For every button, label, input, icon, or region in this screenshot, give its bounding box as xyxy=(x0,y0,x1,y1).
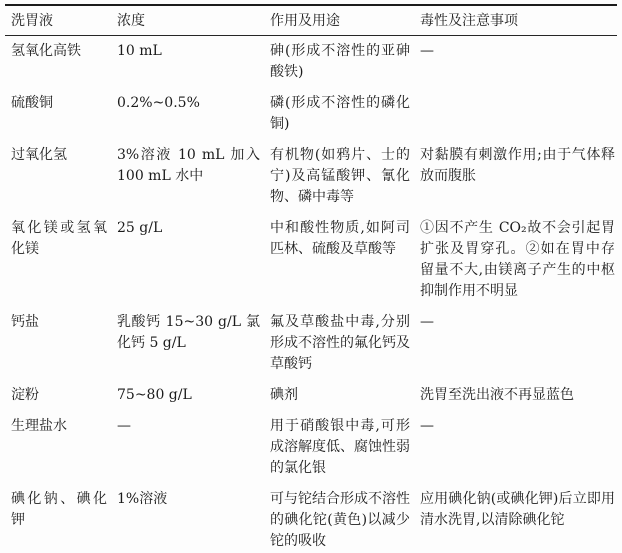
table-cell: 氢氧化高铁 xyxy=(11,43,81,59)
table-cell: 3%溶液 10 mL 加入 100 mL 水中 xyxy=(117,147,260,184)
table-cell: 对黏膜有刺激作用;由于气体释放而腹胀 xyxy=(420,147,615,184)
table-cell: 0.2%~0.5% xyxy=(117,95,200,111)
table-cell: 洗胃至洗出液不再显蓝色 xyxy=(420,387,574,403)
table-cell: 应用碘化钠(或碘化钾)后立即用清水洗胃,以清除碘化铊 xyxy=(420,491,615,528)
table-cell: 氧化镁或氢氧化镁 xyxy=(11,220,107,257)
table-row xyxy=(5,307,617,380)
table-cell: 硫酸铜 xyxy=(11,95,53,111)
table-row xyxy=(5,140,617,213)
table-cell: — xyxy=(420,314,434,330)
table-body xyxy=(5,36,617,553)
column-header: 洗胃液 xyxy=(5,5,117,36)
table-header xyxy=(5,5,617,36)
table-row xyxy=(5,36,617,89)
table-header-row xyxy=(5,5,617,36)
table-cell: 1%溶液 xyxy=(117,491,168,507)
table-cell: 有机物(如鸦片、士的宁)及高锰酸钾、氰化物、磷中毒等 xyxy=(270,147,410,205)
table-cell: 过氧化氢 xyxy=(11,147,67,163)
gastric-lavage-table xyxy=(5,4,617,553)
table-cell: 25 g/L xyxy=(117,220,163,236)
table-row xyxy=(5,411,617,484)
table-cell: 乳酸钙 15~30 g/L 氯化钙 5 g/L xyxy=(117,314,260,351)
table-cell: 中和酸性物质,如阿司匹林、硫酸及草酸等 xyxy=(270,220,410,257)
table-cell: 砷(形成不溶性的亚砷酸铁) xyxy=(270,43,410,80)
table-cell: 磷(形成不溶性的磷化铜) xyxy=(270,95,410,132)
column-header: 毒性及注意事项 xyxy=(420,5,617,36)
table-cell: ①因不产生 CO₂故不会引起胃扩张及胃穿孔。②如在胃中存留量不大,由镁离子产生的中枢抑制作用不明显 xyxy=(420,220,615,299)
table-row xyxy=(5,380,617,411)
table-cell: 可与铊结合形成不溶性的碘化铊(黄色)以减少铊的吸收 xyxy=(270,491,410,549)
table-cell: 氟及草酸盐中毒,分别形成不溶性的氟化钙及草酸钙 xyxy=(270,314,410,372)
table-row xyxy=(5,484,617,553)
table-cell xyxy=(420,88,617,140)
table-cell: 生理盐水 xyxy=(11,418,67,434)
table-cell: 钙盐 xyxy=(11,314,39,330)
table-cell: — xyxy=(117,418,131,434)
column-header: 浓度 xyxy=(117,5,270,36)
table-cell: 碘化钠、碘化钾 xyxy=(11,491,107,528)
table-cell: 75~80 g/L xyxy=(117,387,192,403)
table-row xyxy=(5,88,617,140)
table-cell: — xyxy=(420,418,434,434)
table-cell: 碘剂 xyxy=(270,387,298,403)
column-header: 作用及用途 xyxy=(270,5,420,36)
table-row xyxy=(5,213,617,307)
table-cell: 用于硝酸银中毒,可形成溶解度低、腐蚀性弱的氯化银 xyxy=(270,418,410,476)
table-cell: 淀粉 xyxy=(11,387,39,403)
table-cell: — xyxy=(420,43,434,59)
table-cell: 10 mL xyxy=(117,43,162,59)
